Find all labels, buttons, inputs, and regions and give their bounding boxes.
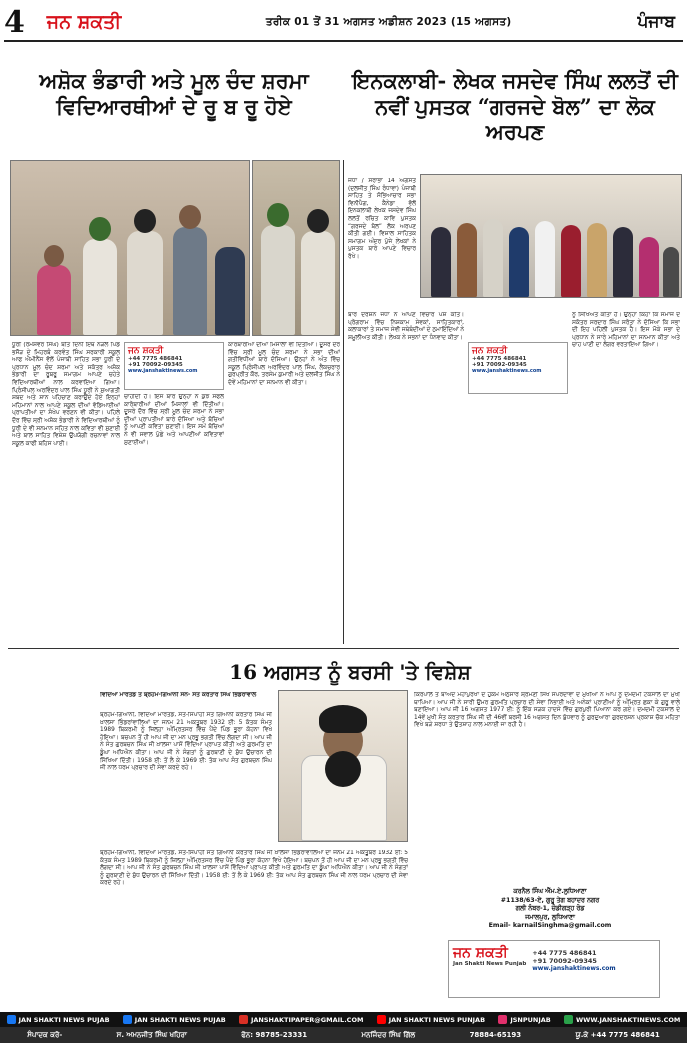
person-figure — [301, 231, 335, 335]
byline-city: ਜਮਾਲਪੁਰ, ਲੁਧਿਆਣਾ — [525, 913, 575, 921]
footer-manager-phone: 78884-65193 — [469, 1031, 522, 1039]
person-figure — [561, 225, 581, 297]
ad-phone-1: +44 7775 486841 — [532, 949, 597, 957]
byline-name: ਕਰਨੈਲ ਸਿੰਘ ਐੱਮ.ਏ.ਲੁਧਿਆਣਾ — [513, 888, 587, 895]
facebook-icon — [7, 1015, 16, 1024]
story-bottom-col-2: ਕਿਰਪਾਲ ਤੇ ਬਾਅਦ ਮਹਾਂਪੁਰਖਾਂ ਦੇ ਹੁਕਮ ਅਨੁਸਾਰ ਸ਼੍ਰੋਮਣੀ ਸਿੱਖ ਸੰਪਰਦਾਵਾਂ ਦੇ ਮੁਖੀਆਂ ਨੇ ਆਪ ਨੂੰ ਦਮਦਮੀ ਟਕਸਾਲ ਦਾ ਮੁਖੀ ਥਾਪਿਆ। ਆਪ ਜੀ ਨੇ ਸਾਰੀ ਉਮਰ ਗੁਰਮਤਿ ਪ੍ਰਚਾਰ ਦੀ ਸੇਵਾ ਨਿਭਾਈ ਅਤੇ ਅਨੇਕਾਂ ਪ੍ਰਾਣੀਆਂ ਨੂੰ ਅੰਮ੍ਰਿਤ ਛਕਾ ਕੇ ਗੁਰੂ ਵਾਲੇ ਬਣਾਇਆ। ਆਪ ਜੀ 16 ਅਗਸਤ 1977 ਈ: ਨੂੰ ਇੱਕ ਸੜਕ ਹਾਦਸੇ ਵਿੱਚ ਗੁਰਪੁਰੀ ਪਿਆਨਾ ਕਰ ਗਏ। ਦਮਦਮੀ ਟਕਸਾਲ ਦੇ 14ਵੇਂ ਮੁਖੀ ਸੰਤ ਕਰਤਾਰ ਸਿੰਘ ਜੀ ਦੀ 46ਵੀਂ ਬਰਸੀ 16 ਅਗਸਤ ਦਿਨ ਬੁੱਧਵਾਰ ਨੂੰ ਗੁਰਦੁਆਰਾ ਗੁਰਦਰਸ਼ਨ ਪ੍ਰਕਾਸ਼ ਚੌਕ ਮਹਿਤਾ ਵਿਖੇ ਬੜੇ ਸ਼ਰਧਾ ਤੇ ਉਤਸ਼ਾਹ ਨਾਲ ਮਨਾਈ ਜਾ ਰਹੀ ਹੈ। — [414, 692, 680, 729]
person-head — [44, 245, 64, 267]
globe-icon — [564, 1015, 573, 1024]
person-figure — [613, 227, 633, 297]
youtube-icon — [377, 1015, 386, 1024]
person-figure — [509, 227, 529, 297]
story-right-col-1: ਜੋਧਾਂ / ਸਰਾਭਾ 14 ਅਗਸਤ (ਦਲਜੀਤ ਸਿੰਘ ਰੰਧਾਵਾ) ਪੰਜਾਬੀ ਸਾਹਿਤ ਤੇ ਸੱਭਿਆਚਾਰ ਸਭਾ ਵਿਨੀਪੈਗ, ਕੈਨੇਡਾ ਵੱਲੋਂ ਇਨਕਲਾਬੀ ਲੇਖਕ ਜਸਦੇਵ ਸਿੰਘ ਲਲਤੋਂ ਰਚਿਤ ਕਾਵਿ ਪੁਸਤਕ “ਗਰਜਦੇ ਬੋਲ” ਲੋਕ ਅਰਪਣ ਕੀਤੀ ਗਈ। ਵਿਸ਼ਾਲ ਸਾਹਿਤਕ ਸਮਾਗਮ ਅੰਦਰ ਪੁੱਜੇ ਲੇਖਕਾਂ ਨੇ ਪੁਸਤਕ ਬਾਰੇ ਆਪਣੇ ਵਿਚਾਰ ਰੱਖੇ। — [348, 178, 416, 260]
story-left-col-1: ਧੂਰੀ (ਰਮੇਸ਼ਵਰ ਸਿੰਘ) ਬੀਤੇ ਦਿਨੀਂ ਇੱਥੋਂ ਨੇੜਲੇ ਪਿੰਡ ਭਸੌੜ ਦੇ ਮਿਹਰਬੰ ਕਰਵੰਤ ਸਿੰਘ ਸਰਕਾਰੀ ਸਕੂਲ ਆਫ ਐਮੀਨੈਂਸ ਵੱਲੋਂ ਪੰਜਾਬੀ ਸਾਹਿਤ ਸਭਾ ਧੂਰੀ ਦੇ ਪ੍ਰਧਾਨ ਮੂਲ ਚੰਦ ਸ਼ਰਮਾ ਅਤੇ ਸਕੱਤਰ ਅਸ਼ੋਕ ਭੰਡਾਰੀ ਦਾ ਰੂਬਰੂ ਸਮਾਗਮ ਆਪਣੇ ਚਹੇਤੇ ਵਿਦਿਆਰਥੀਆਂ ਨਾਲ ਕਰਵਾਇਆ ਗਿਆ। ਪ੍ਰਿੰਸੀਪਲ ਅਰਵਿੰਦਰ ਪਾਲ ਸਿੰਘ ਧੂਰੀ ਨੇ ਸੁਆਗਤੀ ਸ਼ਬਦ ਅਤੇ ਸ਼ਾਨ ਪਹਿਚਾਣ ਕਰਾਉਂਦੇ ਹੋਏ ਇਨ੍ਹਾਂ ਮਹਿਮਾਨਾਂ ਨਾਲ ਆਪਣੇ ਸਕੂਲ ਦੀਆਂ ਵੱਡਿਆਈਆਂ ਪ੍ਰਾਪਤੀਆਂ ਦਾ ਸੰਖੇਪ ਵਰਣਨ ਵੀ ਕੀਤਾ। ਪਹਿਲੇ ਦੌਰ ਵਿੱਚ ਸ੍ਰੀ ਅਸ਼ੋਕ ਭੰਡਾਰੀ ਨੇ ਵਿਦਿਆਰਥੀਆਂ ਨੂੰ ਧੂਰੀ ਦੇ ਵੀ ਸਨਮਾਨ ਸਹਿਤ ਨਾਲ ਕਵਿਤਾ ਵੀ ਸੁਣਾਈ ਅਤੇ ਬਾਲ ਸਾਹਿਤ ਵਿਸ਼ੇਸ਼ ਉਪਯੋਗੀ ਰਚਨਾਵਾਂ ਨਾਲ ਸਕੂਲ ਕਾਫੀ ਬਹਿਸ ਪਾਈ। — [12, 342, 120, 447]
portrait-photo — [278, 690, 408, 842]
story-left-col-2: ਚਾਹੀਦੀ ਹੈ। ਇਸ ਬਾਰੇ ਉਨ੍ਹਾਂ ਨੇ ਕੁੱਝ ਸਫਲ ਕਾਰੋਬਾਰੀਆਂ ਦੀਆਂ ਮਿਸਾਲਾਂ ਵੀ ਦਿੱਤੀਆਂ। ਦੂਸਰੇ ਦੌਰ ਵਿੱਚ ਸ੍ਰੀ ਮੂਲ ਚੰਦ ਸ਼ਰਮਾ ਨੇ ਸਭਾ ਦੀਆਂ ਪ੍ਰਾਪਤੀਆਂ ਬਾਰੇ ਦੱਸਿਆ ਅਤੇ ਬੱਚਿਆਂ ਨੂੰ ਆਪਣੀ ਕਵਿਤਾ ਸੁਣਾਈ। ਇਸ ਸਮੇਂ ਬੱਚਿਆਂ ਨੇ ਵੀ ਸਵਾਲ ਪੁੱਛੇ ਅਤੇ ਆਪਣੀਆਂ ਕਵਿਤਾਵਾਂ ਸੁਣਾਈਆਂ। — [124, 394, 224, 446]
story-bottom-headline: 16 ਅਗਸਤ ਨੂੰ ਬਰਸੀ 'ਤੇ ਵਿਸ਼ੇਸ਼ — [229, 660, 471, 684]
story-left-photo-1 — [10, 160, 250, 336]
footer-editor-name: ਸ. ਅਮਨਜੀਤ ਸਿੰਘ ਖਹਿਰਾ — [116, 1030, 187, 1039]
jan-shakti-ad-bottom[interactable] — [448, 940, 660, 998]
facebook-icon — [123, 1015, 132, 1024]
footer-facebook-2[interactable]: JAN SHAKTI NEWS PUJAB — [123, 1015, 226, 1024]
section-name: ਪੰਜਾਬ — [637, 12, 675, 32]
byline-street: ਗਲੀ ਨੰਬਰ-1, ਚੰਡੀਗੜ੍ਹ ਰੋਡ — [515, 905, 585, 912]
ad-logo: ਜਨ ਸ਼ਕਤੀ — [128, 346, 164, 356]
footer-website[interactable]: WWW.JANSHAKTINEWS.COM — [564, 1015, 680, 1024]
person-head — [89, 217, 111, 241]
person-figure — [215, 247, 245, 335]
edition-date: ਤਰੀਕ 01 ਤੋਂ 31 ਅਗਸਤ ਅਡੀਸ਼ਨ 2023 (15 ਅਗਸਤ) — [265, 15, 512, 28]
story-right-col-2: ਬਾਰੇ ਦਰਸ਼ਨ ਜੋਧਾਂ ਨੇ ਆਪਣੇ ਵਿਚਾਰ ਪੇਸ਼ ਕੀਤੇ। ਪ੍ਰੋਗਰਾਮ ਵਿੱਚ ਨਿਸ਼ਕਾਮ ਸੇਵਕਾਂ, ਸਾਹਿਤਕਾਰਾਂ, ਕਲਾਕਾਰਾਂ ਤੇ ਸਮਾਜ ਸੇਵੀ ਜਥੇਬੰਦੀਆਂ ਦੇ ਨੁਮਾਇੰਦਿਆਂ ਨੇ ਸ਼ਮੂਲੀਅਤ ਕੀਤੀ। ਲੇਖਕ ਨੇ ਸਭਨਾਂ ਦਾ ਧੰਨਵਾਦ ਕੀਤਾ। — [348, 312, 464, 341]
person-figure — [587, 223, 607, 297]
ad-phone-2: +91 70092-09345 — [472, 362, 527, 368]
ad-logo: ਜਨ ਸ਼ਕਤੀ — [472, 346, 508, 356]
person-head — [134, 209, 156, 233]
person-head — [307, 209, 329, 233]
person-figure — [663, 247, 679, 297]
byline-address: #1138/63-ਏ, ਗੁਰੂ ਤੇਗ ਬਹਾਦਰ ਨਗਰ — [500, 896, 600, 904]
instagram-icon — [498, 1015, 507, 1024]
person-figure — [261, 225, 295, 335]
story-left-col-3: ਕਾਰੋਬਾਰੀਆਂ ਦੀਆਂ ਮਿਸਾਲਾਂ ਵੀ ਦਿੱਤੀਆਂ। ਦੂਸਰੇ ਦੌਰ ਵਿੱਚ ਸ੍ਰੀ ਮੂਲ ਚੰਦ ਸ਼ਰਮਾ ਨੇ ਸਭਾ ਦੀਆਂ ਗਤੀਵਿਧੀਆਂ ਬਾਰੇ ਦੱਸਿਆ। ਉਨ੍ਹਾਂ ਨੇ ਅੰਤ ਵਿੱਚ ਸਕੂਲ ਪ੍ਰਿੰਸੀਪਲ ਅਰਵਿੰਦਰ ਪਾਲ ਸਿੰਘ, ਲੈਕਚਰਾਰ ਗੁਰਪ੍ਰੀਤ ਕੌਰ, ਤਰਸੇਮ ਕੁਮਾਰੀ ਅਤੇ ਦਲਜੀਤ ਸਿੰਘ ਨੇ ਦੋਵੇਂ ਮਹਿਮਾਨਾਂ ਦਾ ਸਨਮਾਨ ਵੀ ਕੀਤਾ। — [228, 342, 340, 386]
person-head — [267, 203, 289, 227]
beard — [325, 751, 361, 787]
page-number: 4 — [4, 4, 25, 40]
person-figure — [431, 227, 451, 297]
jan-shakti-ad[interactable] — [124, 342, 224, 390]
person-figure — [37, 265, 71, 335]
ad-url: www.janshaktinews.com — [128, 368, 198, 374]
byline-block — [450, 888, 650, 931]
story-right-col-3: ਨੂੰ ਸਿੱਖਿਅਤ ਕੀਤਾ ਹੈ। ਉਨ੍ਹਾਂ ਕਿਹਾ ਕਿ ਸਮਾਜ ਦੇ ਸਕੱਤਰ ਸਰਦਾਰ ਸਿੰਘ ਸਰੋਤਾ ਨੇ ਦੱਸਿਆ ਕਿ ਸਭਾ ਦੀ ਇਹ ਪਹਿਲੀ ਪੁਸਤਕ ਹੈ। ਇਸ ਮੌਕੇ ਸਭਾ ਦੇ ਪ੍ਰਧਾਨ ਨੇ ਸਾਰੇ ਮਹਿਮਾਨਾਂ ਦਾ ਸਨਮਾਨ ਕੀਤਾ ਅਤੇ ਚਾਹ ਪਾਣੀ ਦਾ ਲੰਗਰ ਵਰਤਾਇਆ ਗਿਆ। — [572, 312, 680, 349]
footer-contact-bar — [0, 1027, 687, 1043]
person-figure — [457, 223, 477, 297]
ad-url: www.janshaktinews.com — [472, 368, 542, 374]
story-bottom-intro: ਵਿਦਿਆ ਮਾਰਤੰਡ ਤੇ ਬ੍ਰਹਮ-ਗਿਆਨੀ ਸਨ- ਸੰਤ ਕਰਤਾਰ ਸਿੰਘ ਭਿੰਡਰਾਂਵਾਲੇ — [100, 692, 257, 698]
ad-url: www.janshaktinews.com — [532, 965, 616, 972]
footer-instagram[interactable]: JSNPUNJAB — [498, 1015, 550, 1024]
footer-manager-name: ਮਨਜਿੰਦਰ ਸਿੰਘ ਗਿੱਲ — [361, 1030, 416, 1039]
ad-phone-2: +91 70092-09345 — [128, 362, 183, 368]
footer-youtube[interactable]: JAN SHAKTI NEWS PUNJAB — [377, 1015, 485, 1024]
story-left-photo-2 — [252, 160, 340, 336]
person-figure — [483, 219, 503, 297]
ad-phone-1: +44 7775 486841 — [128, 356, 183, 362]
person-figure — [83, 239, 117, 335]
page-header — [4, 4, 683, 42]
section-divider — [8, 648, 679, 649]
masthead-logo: ਜਨ ਸ਼ਕਤੀ — [46, 11, 122, 33]
story-right-headline: ਇਨਕਲਾਬੀ- ਲੇਖਕ ਜਸਦੇਵ ਸਿੰਘ ਲਲਤੋਂ ਦੀ ਨਵੀਂ ਪੁਸਤਕ “ਗਰਜਦੇ ਬੋਲ” ਦਾ ਲੋਕ ਅਰਪਣ — [352, 68, 678, 145]
byline-email[interactable]: Email- karnailSinghma@gmail.com — [488, 922, 612, 929]
footer-facebook[interactable]: JAN SHAKTI NEWS PUJAB — [7, 1015, 110, 1024]
person-figure — [535, 221, 555, 297]
person-figure — [127, 231, 163, 335]
footer-uk-phone: ਯੂ.ਕੇ +44 7775 486841 — [575, 1030, 660, 1039]
story-bottom-col-1b: ਬ੍ਰਹਮ-ਗਿਆਨੀ, ਵਿੱਦਿਆ ਮਾਰਤੰਡ, ਸੰਤ-ਸਿਪਾਹੀ ਸੰਤ ਗਿਆਨੀ ਕਰਤਾਰ ਸਿੰਘ ਜੀ ਖ਼ਾਲਸਾ ਭਿੰਡਰਾਂਵਾਲਿਆਂ ਦਾ ਜਨਮ 21 ਅਕਤੂਬਰ 1932 ਈ: 5 ਕੱਤਕ ਸੰਮਤ 1989 ਬਿਕਰਮੀ ਨੂੰ ਜ਼ਿਲ੍ਹਾ ਅੰਮ੍ਰਿਤਸਰ ਵਿੱਚ ਪੈਂਦੇ ਪਿੰਡ ਭੂਰਾ ਕੋਹਨਾ ਵਿਖੇ ਹੋਇਆ। ਬਚਪਨ ਤੋਂ ਹੀ ਆਪ ਜੀ ਦਾ ਮਨ ਪ੍ਰਭੂ ਭਗਤੀ ਵਿੱਚ ਲੱਗਦਾ ਸੀ। ਆਪ ਜੀ ਨੇ ਸੰਤ ਗੁਰਬਚਨ ਸਿੰਘ ਜੀ ਖ਼ਾਲਸਾ ਪਾਸੋਂ ਵਿੱਦਿਆ ਪ੍ਰਾਪਤ ਕੀਤੀ ਅਤੇ ਗੁਰਮਤਿ ਦਾ ਡੂੰਘਾ ਅਧਿਐਨ ਕੀਤਾ। ਆਪ ਜੀ ਨੇ ਸੰਗਤਾਂ ਨੂੰ ਗੁਰਬਾਣੀ ਦੇ ਸ਼ੁੱਧ ਉਚਾਰਨ ਦੀ ਸਿੱਖਿਆ ਦਿੱਤੀ। 1958 ਈ: ਤੋਂ ਲੈ ਕੇ 1969 ਈ: ਤੱਕ ਆਪ ਸੰਤ ਗੁਰਬਚਨ ਸਿੰਘ ਜੀ ਨਾਲ ਧਰਮ ਪ੍ਰਚਾਰ ਦੀ ਸੇਵਾ ਕਰਦੇ ਰਹੇ। — [100, 850, 408, 887]
story-bottom-col-1: ਬ੍ਰਹਮ-ਗਿਆਨੀ, ਵਿੱਦਿਆ ਮਾਰਤੰਡ, ਸੰਤ-ਸਿਪਾਹੀ ਸੰਤ ਗਿਆਨੀ ਕਰਤਾਰ ਸਿੰਘ ਜੀ ਖ਼ਾਲਸਾ ਭਿੰਡਰਾਂਵਾਲਿਆਂ ਦਾ ਜਨਮ 21 ਅਕਤੂਬਰ 1932 ਈ: 5 ਕੱਤਕ ਸੰਮਤ 1989 ਬਿਕਰਮੀ ਨੂੰ ਜ਼ਿਲ੍ਹਾ ਅੰਮ੍ਰਿਤਸਰ ਵਿੱਚ ਪੈਂਦੇ ਪਿੰਡ ਭੂਰਾ ਕੋਹਨਾ ਵਿਖੇ ਹੋਇਆ। ਬਚਪਨ ਤੋਂ ਹੀ ਆਪ ਜੀ ਦਾ ਮਨ ਪ੍ਰਭੂ ਭਗਤੀ ਵਿੱਚ ਲੱਗਦਾ ਸੀ। ਆਪ ਜੀ ਨੇ ਸੰਤ ਗੁਰਬਚਨ ਸਿੰਘ ਜੀ ਖ਼ਾਲਸਾ ਪਾਸੋਂ ਵਿੱਦਿਆ ਪ੍ਰਾਪਤ ਕੀਤੀ ਅਤੇ ਗੁਰਮਤਿ ਦਾ ਡੂੰਘਾ ਅਧਿਐਨ ਕੀਤਾ। ਆਪ ਜੀ ਨੇ ਸੰਗਤਾਂ ਨੂੰ ਗੁਰਬਾਣੀ ਦੇ ਸ਼ੁੱਧ ਉਚਾਰਨ ਦੀ ਸਿੱਖਿਆ ਦਿੱਤੀ। 1958 ਈ: ਤੋਂ ਲੈ ਕੇ 1969 ਈ: ਤੱਕ ਆਪ ਸੰਤ ਗੁਰਬਚਨ ਸਿੰਘ ਜੀ ਨਾਲ ਧਰਮ ਪ੍ਰਚਾਰ ਦੀ ਸੇਵਾ ਕਰਦੇ ਰਹੇ। — [100, 712, 272, 772]
story-left-headline: ਅਸ਼ੋਕ ਭੰਡਾਰੀ ਅਤੇ ਮੂਲ ਚੰਦ ਸ਼ਰਮਾ ਵਿਦਿਆਰਥੀਆਂ ਦੇ ਰੂ ਬ ਰੂ ਹੋਏ — [39, 68, 309, 119]
email-icon — [239, 1015, 248, 1024]
turban — [319, 705, 367, 733]
story-right-photo — [420, 174, 682, 298]
footer-phone: ਫੋਨ: 98785-23331 — [241, 1030, 308, 1039]
ad-phone-1: +44 7775 486841 — [472, 356, 527, 362]
column-divider — [343, 160, 344, 644]
page-footer — [0, 1012, 687, 1043]
footer-social-bar — [0, 1012, 687, 1027]
footer-email[interactable]: JANSHAKTIPAPER@GMAIL.COM — [239, 1015, 363, 1024]
ad-logo: ਜਨ ਸ਼ਕਤੀ — [453, 945, 508, 961]
person-figure — [639, 237, 659, 297]
person-head — [179, 205, 201, 229]
jan-shakti-ad-right[interactable] — [468, 342, 568, 394]
footer-editor-label: ਸੰਪਾਦਕ ਕਰੋ- — [27, 1030, 63, 1039]
person-figure — [173, 227, 207, 335]
ad-phone-2: +91 70092-09345 — [532, 957, 597, 965]
ad-tagline: Jan Shakti News Punjab — [453, 961, 527, 967]
